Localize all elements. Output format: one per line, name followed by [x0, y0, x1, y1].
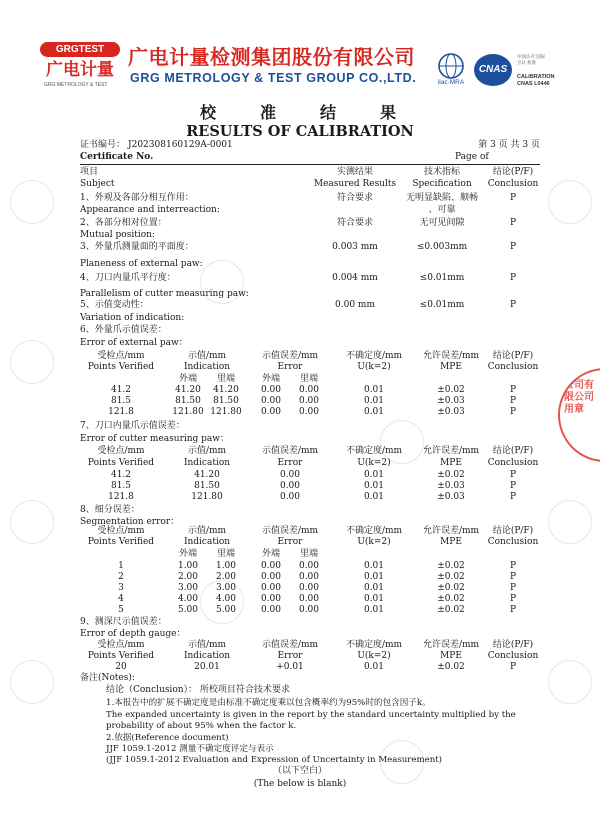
- sec7-r3-err: 0.00: [279, 492, 301, 502]
- sec7-title-cn: 7、刀口内量爪示值误差：: [80, 421, 185, 431]
- sec8-r4-err-outer: 0.00: [260, 594, 282, 604]
- item-3-label-cn: 3、外量爪测量面的平面度：: [80, 242, 194, 252]
- sec6-r2-concl: P: [509, 396, 517, 406]
- watermark-seal-icon: [539, 491, 600, 552]
- sec6-r3-ind-outer: 121.80: [172, 407, 204, 417]
- sec8-r1-concl: P: [509, 561, 517, 571]
- sec8-r5-ind-outer: 5.00: [177, 605, 199, 615]
- item-1-spec: 无明显缺陷、顺畅: [405, 193, 478, 203]
- sec7-r2-mpe: ±0.03: [437, 481, 465, 491]
- sec8-r5-mpe: ±0.02: [437, 605, 465, 615]
- sec7-r1-err: 0.00: [279, 470, 301, 480]
- sec9-head-ind-cn: 示值/mm: [187, 640, 227, 650]
- sec8-r3-ind-outer: 3.00: [177, 583, 199, 593]
- sec6-r1-err-inner: 0.00: [298, 385, 320, 395]
- sec9-r1-concl: P: [509, 662, 517, 672]
- sec9-r1-point: 20: [115, 662, 127, 672]
- sec8-r1-ind-inner: 1.00: [215, 561, 237, 571]
- sec9-head-concl-en: Conclusion: [487, 651, 539, 661]
- sec7-r3-mpe: ±0.03: [437, 492, 465, 502]
- sec6-r2-unc: 0.01: [363, 396, 385, 406]
- sec7-head-mpe-en: MPE: [440, 458, 462, 468]
- sec8-r2-unc: 0.01: [363, 572, 385, 582]
- blank-marker-cn: （以下空白）: [272, 766, 327, 776]
- blank-marker-en: (The below is blank): [253, 779, 347, 789]
- item-2-result: 符合要求: [336, 218, 373, 228]
- watermark-seal-icon: [1, 491, 62, 552]
- sec6-r2-err-outer: 0.00: [260, 396, 282, 406]
- notes-label: 备注(Notes):: [80, 673, 135, 683]
- col-subject-en: Subject: [80, 179, 115, 189]
- sec8-r4-mpe: ±0.02: [437, 594, 465, 604]
- item-4-conclusion: P: [509, 273, 517, 283]
- item-4-label-en: Parallelism of cutter measuring paw:: [80, 289, 249, 299]
- sec8-head-concl-cn: 结论(P/F): [492, 526, 534, 536]
- sec6-r3-concl: P: [509, 407, 517, 417]
- sec6-r2-err-inner: 0.00: [298, 396, 320, 406]
- sec7-head-point-cn: 受检点/mm: [97, 446, 145, 456]
- sec8-r2-err-outer: 0.00: [260, 572, 282, 582]
- sec6-r3-point: 121.8: [108, 407, 134, 417]
- sec6-head-unc-en: U(k=2): [357, 362, 391, 372]
- sec9-r1-unc: 0.01: [363, 662, 385, 672]
- sec6-head-err-cn: 示值误差/mm: [261, 351, 319, 361]
- sec8-r3-concl: P: [509, 583, 517, 593]
- sec6-r3-mpe: ±0.03: [437, 407, 465, 417]
- page-number-cn: 第 3 页 共 3 页: [478, 140, 540, 150]
- sec8-r2-mpe: ±0.02: [437, 572, 465, 582]
- watermark-seal-icon: [1, 651, 62, 712]
- sec6-r1-concl: P: [509, 385, 517, 395]
- sec9-head-ind-en: Indication: [183, 651, 231, 661]
- sec6-r3-err-inner: 0.00: [298, 407, 320, 417]
- item-5-label-en: Variation of indication:: [80, 313, 185, 323]
- sec8-r5-ind-inner: 5.00: [215, 605, 237, 615]
- sec6-head-unc-cn: 不确定度/mm: [345, 351, 403, 361]
- sec8-head-ind-en: Indication: [183, 537, 231, 547]
- company-name-cn: 广电计量检测集团股份有限公司: [128, 47, 415, 69]
- reference-doc-cn: JJF 1059.1-2012 测量不确定度评定与表示: [106, 744, 274, 754]
- sec7-r1-ind: 41.20: [194, 470, 220, 480]
- sec6-head-ind-en: Indication: [183, 362, 231, 372]
- sec6-sub-outer: 外端: [178, 374, 197, 384]
- sec8-head-mpe-cn: 允许误差/mm: [422, 526, 480, 536]
- sec8-r3-err-outer: 0.00: [260, 583, 282, 593]
- sec9-head-unc-cn: 不确定度/mm: [345, 640, 403, 650]
- sec6-r1-ind-inner: 41.20: [213, 385, 239, 395]
- sec9-head-mpe-cn: 允许误差/mm: [422, 640, 480, 650]
- sec7-head-point-en: Points Verified: [87, 458, 155, 468]
- sec6-r1-ind-outer: 41.20: [175, 385, 201, 395]
- sec6-title-cn: 6、外量爪示值误差：: [80, 325, 167, 335]
- sec9-head-err-cn: 示值误差/mm: [261, 640, 319, 650]
- sec6-r2-point: 81.5: [110, 396, 132, 406]
- sec7-head-concl-en: Conclusion: [487, 458, 539, 468]
- page-title-en: RESULTS OF CALIBRATION: [186, 123, 414, 140]
- cert-number: J202308160129A-0001: [128, 140, 233, 150]
- cnas-number: CNAS L0446: [517, 81, 550, 87]
- watermark-seal-icon: [1, 171, 62, 232]
- sec9-head-unc-en: U(k=2): [357, 651, 391, 661]
- sec8-r1-ind-outer: 1.00: [177, 561, 199, 571]
- sec8-r3-point: 3: [118, 583, 124, 593]
- item-5-result: 0.00 mm: [335, 300, 375, 310]
- sec9-r1-ind: 20.01: [194, 662, 220, 672]
- sec6-head-ind-cn: 示值/mm: [187, 351, 227, 361]
- sec6-head-err-en: Error: [277, 362, 303, 372]
- watermark-seal-icon: [539, 171, 600, 232]
- sec8-r5-err-outer: 0.00: [260, 605, 282, 615]
- sec6-r2-mpe: ±0.03: [437, 396, 465, 406]
- page-number-en: Page of: [455, 152, 489, 162]
- sec8-r1-unc: 0.01: [363, 561, 385, 571]
- sec8-sub-err-outer: 外端: [261, 549, 280, 559]
- sec6-r1-point: 41.2: [110, 385, 132, 395]
- item-5-spec: ≤0.01mm: [419, 300, 465, 310]
- sec8-head-point-cn: 受检点/mm: [97, 526, 145, 536]
- sec8-r4-unc: 0.01: [363, 594, 385, 604]
- sec7-r3-point: 121.8: [108, 492, 134, 502]
- item-1-conclusion: P: [509, 193, 517, 203]
- item-5-conclusion: P: [509, 300, 517, 310]
- sec7-title-en: Error of cutter measuring paw：: [80, 434, 229, 444]
- sec8-r2-ind-inner: 2.00: [215, 572, 237, 582]
- sec8-head-mpe-en: MPE: [440, 537, 462, 547]
- sec9-r1-err: +0.01: [276, 662, 304, 672]
- cnas-logo: [473, 52, 513, 88]
- cert-label-en: Certificate No.: [80, 152, 154, 162]
- sec7-head-unc-cn: 不确定度/mm: [345, 446, 403, 456]
- sec9-r1-mpe: ±0.02: [437, 662, 465, 672]
- logo-cn: 广电计量: [46, 60, 114, 79]
- sec6-head-point-cn: 受检点/mm: [97, 351, 145, 361]
- sec7-r3-unc: 0.01: [363, 492, 385, 502]
- sec8-sub-inner: 里端: [216, 549, 235, 559]
- sec8-head-ind-cn: 示值/mm: [187, 526, 227, 536]
- ilac-mra-logo: [432, 50, 470, 88]
- sec7-r2-unc: 0.01: [363, 481, 385, 491]
- sec7-head-err-en: Error: [277, 458, 303, 468]
- watermark-seal-icon: [539, 651, 600, 712]
- sec9-head-concl-cn: 结论(P/F): [492, 640, 534, 650]
- reference-doc-en: (JJF 1059.1-2012 Evaluation and Expression of Uncertainty in Measurement): [106, 755, 443, 765]
- sec8-r1-err-inner: 0.00: [298, 561, 320, 571]
- sec6-head-point-en: Points Verified: [87, 362, 155, 372]
- sec8-r1-mpe: ±0.02: [437, 561, 465, 571]
- company-seal-stamp: [558, 368, 600, 462]
- col-concl-en: Conclusion: [487, 179, 539, 189]
- sec8-head-point-en: Points Verified: [87, 537, 155, 547]
- sec6-r1-mpe: ±0.02: [437, 385, 465, 395]
- item-3-spec: ≤0.003mm: [416, 242, 468, 252]
- sec8-r5-unc: 0.01: [363, 605, 385, 615]
- sec9-title-en: Error of depth gauge：: [80, 629, 186, 639]
- item-1-spec-cont: 、可靠: [428, 205, 456, 215]
- sec8-head-err-en: Error: [277, 537, 303, 547]
- sec8-r2-concl: P: [509, 572, 517, 582]
- item-2-label-en: Mutual position:: [80, 230, 155, 240]
- sec8-r3-unc: 0.01: [363, 583, 385, 593]
- col-spec-en: Specification: [412, 179, 472, 189]
- sec7-r2-ind: 81.50: [194, 481, 220, 491]
- sec6-head-concl-cn: 结论(P/F): [492, 351, 534, 361]
- sec7-r1-unc: 0.01: [363, 470, 385, 480]
- item-2-spec: 无可见间隙: [419, 218, 465, 228]
- sec8-head-unc-en: U(k=2): [357, 537, 391, 547]
- item-4-label-cn: 4、刀口内量爪平行度：: [80, 273, 176, 283]
- sec8-r4-err-inner: 0.00: [298, 594, 320, 604]
- sec7-head-ind-cn: 示值/mm: [187, 446, 227, 456]
- sec8-r4-point: 4: [118, 594, 124, 604]
- sec8-title-en: Segmentation error：: [80, 517, 180, 527]
- sec7-r2-point: 81.5: [110, 481, 132, 491]
- item-3-conclusion: P: [509, 242, 517, 252]
- sec8-r2-ind-outer: 2.00: [177, 572, 199, 582]
- sec8-r1-err-outer: 0.00: [260, 561, 282, 571]
- col-subject-cn: 项目: [80, 167, 99, 177]
- sec8-r5-concl: P: [509, 605, 517, 615]
- col-measured-cn: 实测结果: [336, 167, 373, 177]
- sec6-r2-ind-outer: 81.50: [175, 396, 201, 406]
- sec7-r1-mpe: ±0.02: [437, 470, 465, 480]
- sec6-r1-unc: 0.01: [363, 385, 385, 395]
- sec6-sub-err-outer: 外端: [261, 374, 280, 384]
- item-2-label-cn: 2、各部分相对位置：: [80, 218, 167, 228]
- sec8-sub-err-inner: 里端: [299, 549, 318, 559]
- sec9-title-cn: 9、测深尺示值误差：: [80, 617, 167, 627]
- item-4-spec: ≤0.01mm: [419, 273, 465, 283]
- sec7-r2-concl: P: [509, 481, 517, 491]
- sec6-head-mpe-cn: 允许误差/mm: [422, 351, 480, 361]
- sec8-r3-err-inner: 0.00: [298, 583, 320, 593]
- sec8-title-cn: 8、细分误差：: [80, 505, 140, 515]
- item-3-result: 0.003 mm: [332, 242, 378, 252]
- sec8-head-err-cn: 示值误差/mm: [261, 526, 319, 536]
- sec8-head-unc-cn: 不确定度/mm: [345, 526, 403, 536]
- sec8-r1-point: 1: [118, 561, 124, 571]
- item-4-result: 0.004 mm: [332, 273, 378, 283]
- sec6-head-mpe-en: MPE: [440, 362, 462, 372]
- sec8-head-concl-en: Conclusion: [487, 537, 539, 547]
- sec7-r3-concl: P: [509, 492, 517, 502]
- sec8-r4-ind-outer: 4.00: [177, 594, 199, 604]
- notes-item-1-en-line2: probability of about 95% when the factor k.: [106, 721, 297, 731]
- item-1-label-en: Appearance and interreaction:: [80, 205, 220, 215]
- logo-en-small: GRG METROLOGY & TEST: [44, 82, 108, 88]
- sec6-head-concl-en: Conclusion: [487, 362, 539, 372]
- sec6-title-en: Error of external paw：: [80, 338, 188, 348]
- sec6-r2-ind-inner: 81.50: [213, 396, 239, 406]
- item-1-label-cn: 1、外观及各部分相互作用：: [80, 193, 194, 203]
- sec8-r2-err-inner: 0.00: [298, 572, 320, 582]
- sec8-r2-point: 2: [118, 572, 124, 582]
- company-name-en: GRG METROLOGY & TEST GROUP CO.,LTD.: [130, 71, 417, 85]
- col-measured-en: Measured Results: [313, 179, 397, 189]
- sec9-head-point-cn: 受检点/mm: [97, 640, 145, 650]
- sec7-head-ind-en: Indication: [183, 458, 231, 468]
- sec7-r3-ind: 121.80: [191, 492, 223, 502]
- sec7-head-unc-en: U(k=2): [357, 458, 391, 468]
- sec6-r3-ind-inner: 121.80: [210, 407, 242, 417]
- ilac-label: ilac·MRA: [437, 79, 465, 86]
- sec8-sub-outer: 外端: [178, 549, 197, 559]
- sec6-r3-unc: 0.01: [363, 407, 385, 417]
- item-2-conclusion: P: [509, 218, 517, 228]
- sec8-r3-ind-inner: 3.00: [215, 583, 237, 593]
- col-spec-cn: 技术指标: [423, 167, 460, 177]
- sec8-r5-err-inner: 0.00: [298, 605, 320, 615]
- notes-item-1-en-line1: The expanded uncertainty is given in the report by the standard uncertainty multiplied by the: [106, 710, 516, 720]
- sec8-r4-concl: P: [509, 594, 517, 604]
- sec7-r2-err: 0.00: [279, 481, 301, 491]
- item-5-label-cn: 5、示值变动性：: [80, 300, 149, 310]
- sec8-r4-ind-inner: 4.00: [215, 594, 237, 604]
- sec6-sub-err-inner: 里端: [299, 374, 318, 384]
- cert-label-cn: 证书编号：: [80, 140, 126, 150]
- notes-conclusion: 结论（Conclusion）： 所校项目符合技术要求: [106, 685, 290, 695]
- sec8-r3-mpe: ±0.02: [437, 583, 465, 593]
- sec6-sub-inner: 里端: [216, 374, 235, 384]
- header-rule: [80, 164, 540, 165]
- sec8-r5-point: 5: [118, 605, 124, 615]
- watermark-seal-icon: [1, 331, 62, 392]
- notes-item-2: 2.依据(Reference document): [106, 733, 229, 743]
- cnas-cn-text: 中国认可 国际互认 校准: [517, 54, 546, 65]
- sec7-head-err-cn: 示值误差/mm: [261, 446, 319, 456]
- sec6-r3-err-outer: 0.00: [260, 407, 282, 417]
- sec9-head-err-en: Error: [277, 651, 303, 661]
- notes-item-1-cn: 1.本报告中的扩展不确定度是由标准不确定度乘以包含概率约为95%时的包含因子k。: [106, 698, 431, 708]
- sec6-r1-err-outer: 0.00: [260, 385, 282, 395]
- sec7-head-concl-cn: 结论(P/F): [492, 446, 534, 456]
- sec9-head-mpe-en: MPE: [440, 651, 462, 661]
- sec7-r1-concl: P: [509, 470, 517, 480]
- cnas-calibration: CALIBRATION: [517, 74, 555, 80]
- cnas-label: CNAS: [478, 64, 508, 75]
- item-3-label-en: Planeness of external paw:: [80, 259, 203, 269]
- sec7-r1-point: 41.2: [110, 470, 132, 480]
- col-concl-cn: 结论(P/F): [492, 167, 534, 177]
- seal-text: 公司有限公司 用章: [564, 380, 594, 415]
- sec9-head-point-en: Points Verified: [87, 651, 155, 661]
- page-title-cn: 校 准 结 果: [199, 103, 400, 122]
- logo-badge: GRGTEST: [40, 42, 120, 57]
- item-1-result: 符合要求: [336, 193, 373, 203]
- sec7-head-mpe-cn: 允许误差/mm: [422, 446, 480, 456]
